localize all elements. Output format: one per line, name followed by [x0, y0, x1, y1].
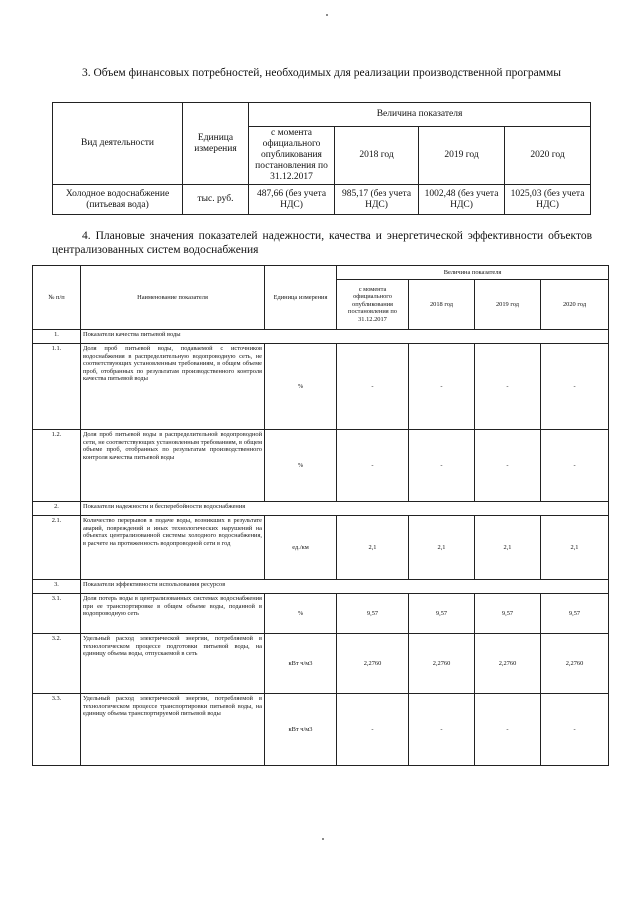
header-activity: Вид деятельности: [53, 103, 183, 185]
indicator-value: 2,1: [475, 516, 541, 580]
indicator-name: Доля проб питьевой воды в распределительной водопроводной сети, не соответствующих установленным требованиям, в общем объеме проб, отобранных по результатам производственного контроля качества питьевой воды: [81, 430, 265, 502]
indicator-value: 9,57: [475, 594, 541, 634]
section-3-heading-text: 3. Объем финансовых потребностей, необходимых для реализации производственной программы: [82, 67, 561, 79]
section-3-heading: [52, 66, 592, 80]
row-num: 1.: [33, 330, 81, 344]
row-value: 1025,03 (без учета НДС): [505, 185, 591, 215]
indicator-value: -: [337, 430, 409, 502]
indicator-value: 2,2760: [409, 634, 475, 694]
indicator-unit: %: [265, 344, 337, 430]
row-num: 3.: [33, 580, 81, 594]
indicator-value: -: [541, 430, 609, 502]
indicator-value: 9,57: [337, 594, 409, 634]
header-group: Величина показателя: [337, 266, 609, 280]
indicator-value: 2,1: [541, 516, 609, 580]
indicator-value: -: [337, 694, 409, 766]
indicator-name: Доля потерь воды в централизованных системах водоснабжения при ее транспортировке в общем объеме воды, поданной в водопроводную сеть: [81, 594, 265, 634]
indicator-value: 2,2760: [541, 634, 609, 694]
indicator-value: 2,2760: [475, 634, 541, 694]
indicator-value: 2,1: [409, 516, 475, 580]
header-unit: Единица измерения: [265, 266, 337, 330]
indicator-unit: %: [265, 430, 337, 502]
row-num: 1.1.: [33, 344, 81, 430]
row-value: 1002,48 (без учета НДС): [419, 185, 505, 215]
indicator-value: -: [337, 344, 409, 430]
header-year: 2019 год: [419, 127, 505, 185]
indicator-value: -: [409, 344, 475, 430]
row-num: 3.2.: [33, 634, 81, 694]
scan-mark: [326, 14, 328, 16]
header-from: с момента официального опубликования постановления по 31.12.2017: [249, 127, 335, 185]
section-row-title: Показатели эффективности использования ресурсов: [81, 580, 609, 594]
indicator-value: -: [541, 344, 609, 430]
row-activity: Холодное водоснабжение (питьевая вода): [53, 185, 183, 215]
indicator-unit: кВт ч/м3: [265, 634, 337, 694]
indicator-value: 9,57: [409, 594, 475, 634]
indicator-value: 9,57: [541, 594, 609, 634]
indicator-value: 2,1: [337, 516, 409, 580]
row-num: 2.: [33, 502, 81, 516]
indicator-name: Количество перерывов в подаче воды, возникших в результате аварий, повреждений и иных технологических нарушений на объектах централизованной системы холодного водоснабжения, в расчете на протяженность водопроводной сети в год: [81, 516, 265, 580]
header-group: Величина показателя: [249, 103, 591, 127]
header-unit: Единица измерения: [183, 103, 249, 185]
indicator-unit: ед./км: [265, 516, 337, 580]
indicators-table: [32, 265, 609, 766]
row-num: 3.1.: [33, 594, 81, 634]
section-row-title: Показатели качества питьевой воды: [81, 330, 609, 344]
section-4-heading: [52, 229, 592, 257]
row-num: 1.2.: [33, 430, 81, 502]
indicator-value: -: [475, 694, 541, 766]
header-from: с момента официального опубликования постановления по 31.12.2017: [337, 280, 409, 330]
indicator-name: Удельный расход электрической энергии, потребляемой в технологическом процессе транспортировки питьевой воды, на единицу объема транспортируемой питьевой воды: [81, 694, 265, 766]
indicator-value: -: [541, 694, 609, 766]
indicator-value: -: [475, 344, 541, 430]
indicator-unit: %: [265, 594, 337, 634]
row-unit: тыс. руб.: [183, 185, 249, 215]
header-name: Наименование показателя: [81, 266, 265, 330]
section-row-title: Показатели надежности и бесперебойности водоснабжения: [81, 502, 609, 516]
header-year: 2019 год: [475, 280, 541, 330]
indicator-value: -: [409, 694, 475, 766]
row-value: 985,17 (без учета НДС): [335, 185, 419, 215]
indicator-unit: кВт ч/м3: [265, 694, 337, 766]
header-year: 2020 год: [541, 280, 609, 330]
header-year: 2020 год: [505, 127, 591, 185]
indicator-value: -: [409, 430, 475, 502]
indicator-name: Удельный расход электрической энергии, потребляемой в технологическом процессе подготовки питьевой воды, на единицу объема воды, отпускаемой в сеть: [81, 634, 265, 694]
row-num: 2.1.: [33, 516, 81, 580]
header-year: 2018 год: [335, 127, 419, 185]
header-year: 2018 год: [409, 280, 475, 330]
indicator-value: 2,2760: [337, 634, 409, 694]
section-4-heading-text: 4. Плановые значения показателей надежности, качества и энергетической эффективности объектов централизованных систем водоснабжения: [52, 230, 592, 256]
row-value: 487,66 (без учета НДС): [249, 185, 335, 215]
row-num: 3.3.: [33, 694, 81, 766]
indicator-value: -: [475, 430, 541, 502]
scan-mark: [322, 838, 324, 840]
indicator-name: Доля проб питьевой воды, подаваемой с источников водоснабжения в распределительную водопроводную сеть, не соответствующих установленным требованиям, в общем объеме проб, отобранных по результатам производственного контроля качества питьевой воды: [81, 344, 265, 430]
header-num: № п/п: [33, 266, 81, 330]
financial-needs-table: [52, 102, 591, 215]
